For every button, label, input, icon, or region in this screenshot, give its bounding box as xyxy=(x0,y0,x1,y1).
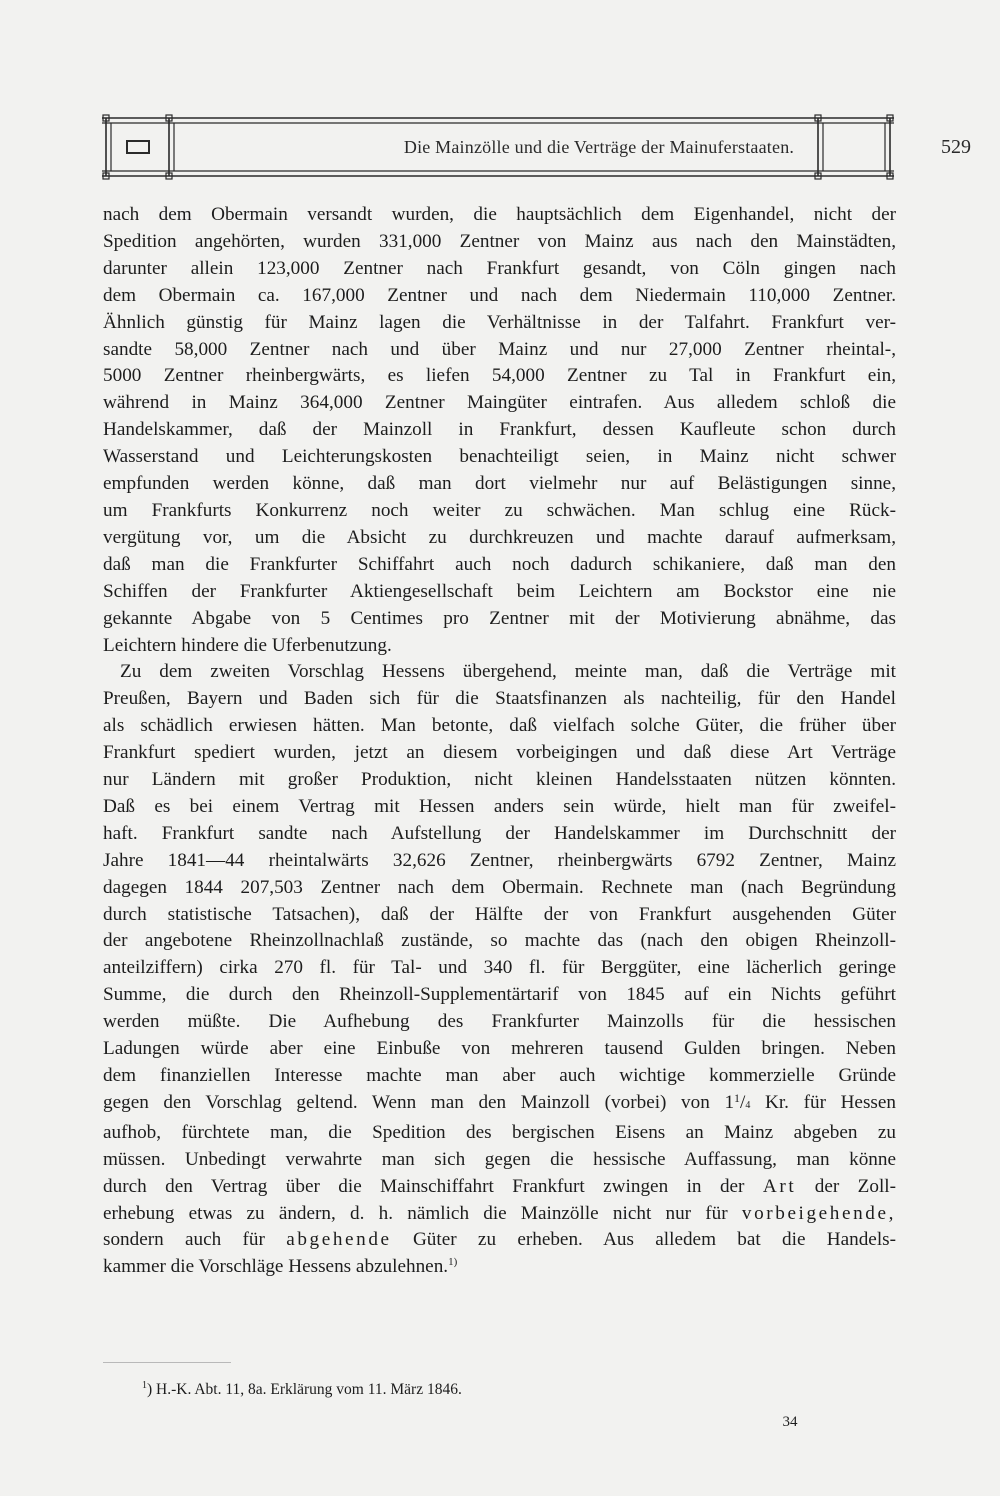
text-line: daß man die Frankfurter Schiffahrt auch noch dadurch schikaniere, daß man den xyxy=(103,553,896,575)
footnote-reference xyxy=(448,1256,457,1268)
text-line xyxy=(103,1201,896,1228)
text-line: Ähnlich günstig für Mainz lagen die Verhältnisse in der Talfahrt. Frankfurt ver- xyxy=(103,311,896,333)
text-line: nur Ländern mit großer Produktion, nicht kleinen Handelsstaaten nützen könnten. xyxy=(103,769,896,791)
text-line: Summe, die durch den Rheinzoll-Supplementärtarif von 1845 auf ein Nichts geführt xyxy=(103,984,896,1006)
text-line: vergütung vor, um die Absicht zu durchkreuzen und machte darauf aufmerksam, xyxy=(103,526,896,548)
running-header xyxy=(102,114,971,180)
text-line: dem finanziellen Interesse machte man aber auch wichtige kommerzielle Gründe xyxy=(103,1065,896,1086)
text-line: müssen. Unbedingt verwahrte man sich gegen die hessische Auffassung, man könne xyxy=(103,1148,896,1170)
text-line: als schädlich erwiesen hätten. Man betonte, daß vielfach solche Güter, die früher über xyxy=(103,715,896,737)
spaced-emphasis: Art xyxy=(762,1175,797,1197)
text-line: Spedition angehörten, wurden 331,000 Zentner von Mainz aus nach den Mainstädten, xyxy=(103,230,896,252)
footnote-marker: 1 xyxy=(142,1380,147,1391)
signature-mark: 34 xyxy=(782,1414,798,1430)
footnote-separator xyxy=(103,1362,231,1363)
text-line: darunter allein 123,000 Zentner nach Frankfurt gesandt, von Cöln gingen nach xyxy=(103,257,896,279)
spaced-emphasis: abgehende xyxy=(286,1229,392,1251)
text-line: Frankfurt spediert wurden, jetzt an diesem vorbeigingen und daß diese Art Verträge xyxy=(103,742,896,764)
text-line: Handelskammer, daß der Mainzoll in Frankfurt, dessen Kaufleute schon durch xyxy=(103,419,896,441)
running-title: Die Mainzölle und die Verträge der Mainuferstaaten. xyxy=(403,136,795,157)
text-line xyxy=(103,1227,896,1254)
text-segment: kammer die Vorschläge Hessens abzulehnen. xyxy=(103,1256,449,1278)
footnote-reference-paren: ) xyxy=(453,1256,458,1269)
footnote-reference-number: 1 xyxy=(448,1256,454,1269)
text-line: Leichtern hindere die Uferbenutzung. xyxy=(103,634,392,656)
text-line: anteilziffern) cirka 270 fl. für Tal- und 340 fl. für Berggüter, eine lächerlich geringe xyxy=(103,957,896,979)
text-line: durch statistische Tatsachen), daß der Hälfte der von Frankfurt ausgehenden Güter xyxy=(103,903,896,925)
text-line: werden müßte. Die Aufhebung des Frankfurter Mainzolls für die hessischen xyxy=(103,1011,896,1033)
text-line: während in Mainz 364,000 Zentner Maingüter eintrafen. Aus alledem schloß die xyxy=(103,392,896,414)
text-segment: sondern auch für xyxy=(103,1229,265,1251)
text-line: aufhob, fürchtete man, die Spedition des bergischen Eisens an Mainz abgeben zu xyxy=(103,1121,896,1143)
fraction-denominator: 4 xyxy=(745,1099,751,1111)
text-segment: der Zoll- xyxy=(814,1175,897,1197)
text-line xyxy=(103,1174,896,1201)
text-line: um Frankfurts Konkurrenz noch weiter zu schwächen. Man schlug eine Rück- xyxy=(103,499,896,521)
text-line: dagegen 1844 207,503 Zentner nach dem Obermain. Rechnete man (nach Begründung xyxy=(103,876,896,898)
text-line: Preußen, Bayern und Baden sich für die Staatsfinanzen als nachteilig, für den Handel xyxy=(103,688,896,710)
text-line: Wasserstand und Leichterungskosten benachteiligt seien, in Mainz nicht schwer xyxy=(103,446,896,468)
text-line: dem Obermain ca. 167,000 Zentner und nach dem Niedermain 110,000 Zentner. xyxy=(103,284,896,306)
text-segment: gegen den Vorschlag geltend. Wenn man den Mainzoll (vorbei) von 1 xyxy=(103,1091,735,1113)
fraction-numerator: 1 xyxy=(734,1090,741,1105)
text-segment: erhebung etwas zu ändern, d. h. nämlich die Mainzölle nicht nur für xyxy=(103,1202,728,1224)
text-line: gekannte Abgabe von 5 Centimes pro Zentner mit der Motivierung abnähme, das xyxy=(103,607,896,629)
text-line: der angebotene Rheinzollnachlaß zustände, so machte das (nach den obigen Rheinzoll- xyxy=(103,930,896,952)
footnote-text: ) H.-K. Abt. 11, 8a. Erklärung vom 11. März 1846. xyxy=(147,1381,462,1398)
text-line: nach dem Obermain versandt wurden, die hauptsächlich dem Eigenhandel, nicht der xyxy=(103,204,896,225)
text-line: sandte 58,000 Zentner nach und über Mainz und nur 27,000 Zentner rheintal-, xyxy=(103,338,896,360)
text-segment: Kr. für Hessen xyxy=(765,1091,896,1113)
text-line: 5000 Zentner rheinbergwärts, es liefen 54,000 Zentner zu Tal in Frankfurt ein, xyxy=(103,365,896,387)
text-line: Jahre 1841—44 rheintalwärts 32,626 Zentner, rheinbergwärts 6792 Zentner, Mainz xyxy=(103,849,896,871)
spaced-emphasis: vorbeigehende, xyxy=(741,1202,897,1224)
text-line: empfunden werden könne, daß man dort vielmehr nur auf Belästigungen sinne, xyxy=(103,473,896,495)
footnote xyxy=(142,1380,842,1400)
text-line: Daß es bei einem Vertrag mit Hessen anders sein würde, hielt man für zweifel- xyxy=(103,795,896,817)
text-segment: durch den Vertrag über die Mainschiffahrt Frankfurt zwingen in der xyxy=(103,1175,745,1197)
text-line: haft. Frankfurt sandte nach Aufstellung der Handelskammer im Durchschnitt der xyxy=(103,822,896,844)
text-segment: Güter zu erheben. Aus alledem bat die Handels- xyxy=(412,1229,897,1251)
text-line: Schiffen der Frankfurter Aktiengesellschaft beim Leichtern am Bockstor eine nie xyxy=(103,580,896,602)
text-line: Zu dem zweiten Vorschlag Hessens übergehend, meinte man, daß die Verträge mit xyxy=(120,661,896,683)
body-text xyxy=(103,202,896,1281)
text-line: gegen den Vorschlag geltend. Wenn man den Mainzoll (vorbei) von $1^1/4$ Kr. für Hessen xyxy=(103,1090,896,1113)
text-line: Ladungen würde aber eine Einbuße von mehreren tausend Gulden bringen. Neben xyxy=(103,1038,896,1060)
text-line xyxy=(103,1254,896,1281)
page-number: 529 xyxy=(941,135,971,158)
